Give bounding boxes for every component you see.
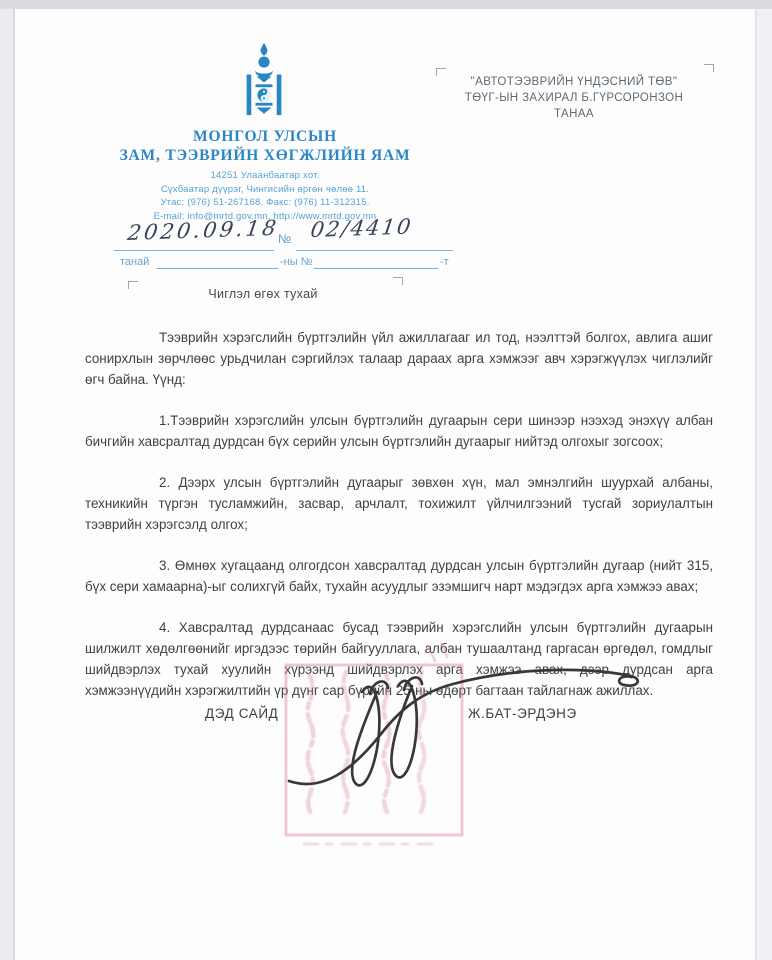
corner-mark-icon [436, 68, 446, 76]
ministry-name [100, 127, 430, 165]
number-sign-label: № [278, 232, 292, 246]
ref-underline-2 [314, 268, 438, 269]
scan-edge-left [0, 9, 13, 960]
ministry-name-line2: ЗАМ, ТЭЭВРИЙН ХӨГЖЛИЙН ЯАМ [119, 147, 411, 164]
handwritten-date: 2020.09.18 [126, 215, 281, 245]
ref-underline-1 [157, 268, 278, 269]
letter-subject: Чиглэл өгөх тухай [208, 287, 318, 301]
number-underline [296, 250, 453, 251]
address-line3: Утас: (976) 51-267168. Факс: (976) 11-312315. [160, 197, 370, 208]
address-line4: E-mail: info@mrtd.gov.mn, http://www.mrtd.gov.mn [153, 210, 377, 222]
signer-name: Ж.БАТ-ЭРДЭНЭ [468, 706, 577, 721]
paragraph-item4: 4. Хавсралтад дурдсанаас бусад тээврийн хэрэгслийн улсын бүртгэлийн дугаарын шилжилт хөдөлгөөнийг иргэдээс төрийн байгууллага, албан тушаалтанд гаргасан өргөдөл, гомдлыг шийдвэрлэх тухай хуулийн хүрээнд шийдвэрлэх арга хэмжээ авах, дээр дурдсан арга хэмжээнүүдийн хэрэгжилтийн үр дүнг сар бүрийн 25-ны өдөрт багтаан тайлагнаж ажиллах. [85, 620, 713, 698]
ref-prefix: танай [120, 256, 150, 268]
ref-mid: -ны № [280, 256, 313, 268]
corner-mark-icon [393, 277, 403, 285]
ministry-name-line1: МОНГОЛ УЛСЫН [193, 128, 337, 145]
recipient-line3: ТАНАА [554, 108, 594, 120]
page-edge-shadow-left [13, 9, 15, 960]
paragraph-item2: 2. Дээрх улсын бүртгэлийн дугаарыг зөвхөн хүн, мал эмнэлгийн шуурхай албаны, техникийн түргэн тусламжийн, засвар, арчлалт, тохижилт үйлчилгээний тусгай зориулалтын тээврийн хэрэгсэлд олгох; [85, 475, 713, 532]
address-line1: 14251 Улаанбаатар хот. [210, 170, 320, 181]
corner-mark-icon [704, 64, 714, 72]
page-edge-shadow-right [755, 9, 757, 960]
scan-edge-top [0, 0, 772, 9]
paragraph-intro: Тээврийн хэрэгслийн бүртгэлийн үйл ажиллагааг ил тод, нээлттэй болгох, авлига ашиг сонирхлын зөрчлөөс урьдчилан сэргийлэх талаар дараах арга хэмжээг авч хэрэгжүүлэх чиглэлийг өгч байна. Үүнд: [85, 330, 713, 387]
soyombo-emblem-icon [237, 42, 291, 124]
scan-edge-right [757, 9, 772, 960]
paragraph-item1: 1.Тээврийн хэрэгслийн улсын бүртгэлийн дугаарын сери шинээр нээхэд энэхүү албан бичгийн хавсралтад дурдсан бүх серийн улсын бүртгэлийн дугаарыг нийтэд олгохыг зогсоох; [85, 413, 713, 449]
paragraph-item3: 3. Өмнөх хугацаанд олгогдсон хавсралтад дурдсан улсын бүртгэлийн дугаар (нийт 315, бүх сери хамаарна)-ыг солихгүй байх, тухайн асуудлыг эзэмшигч нарт мэдэгдэх арга хэмжээ авах; [85, 558, 713, 594]
recipient-line2: ТӨҮГ-ЫН ЗАХИРАЛ Б.ГҮРСОРОНЗОН [464, 92, 684, 104]
signature-ink-icon [281, 651, 651, 799]
date-underline [114, 250, 274, 251]
handwritten-doc-number: 02/4410 [309, 214, 415, 242]
address-line2: Сүхбаатар дүүрэг, Чингисийн өргөн чөлөө 11. [160, 183, 370, 195]
recipient-block [428, 74, 720, 122]
recipient-line1: "АВТОТЭЭВРИЙН ҮНДЭСНИЙ ТӨВ" [470, 76, 678, 88]
signer-title: ДЭД САЙД [205, 706, 279, 721]
ref-suffix: -т [440, 256, 449, 268]
